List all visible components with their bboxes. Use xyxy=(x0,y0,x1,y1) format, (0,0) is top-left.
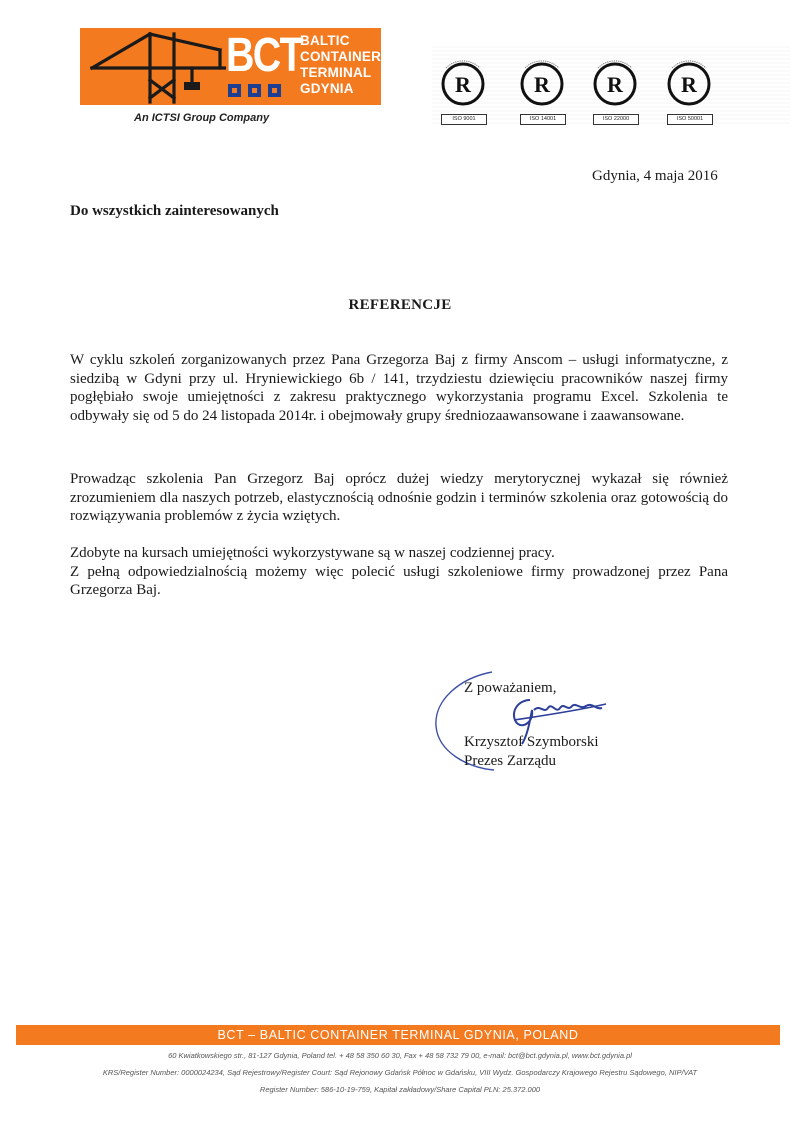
logo-squares xyxy=(228,84,281,97)
seal-mark: R xyxy=(681,72,697,97)
seal-mark: R xyxy=(455,72,471,97)
letter-addressee: Do wszystkich zainteresowanych xyxy=(70,203,279,219)
paragraph-3-line-1: Zdobyte na kursach umiejętności wykorzystywane są w naszej codziennej pracy. xyxy=(70,545,555,561)
iso-badge xyxy=(517,54,567,122)
letter-title: REFERENCJE xyxy=(348,297,452,313)
company-logo xyxy=(80,28,381,105)
logo-name-line: CONTAINER xyxy=(300,49,381,64)
letter-date: Gdynia, 4 maja 2016 xyxy=(592,168,718,184)
footer-address: 60 Kwiatkowskiego str., 81-127 Gdynia, Poland tel. + 48 58 350 60 30, Fax + 48 58 732 79 00, e-mail: bct@bct.gdynia.pl, www.bct.gdynia.pl xyxy=(168,1051,632,1060)
signer-name: Krzysztof Szymborski xyxy=(464,734,599,750)
iso-badge xyxy=(590,54,640,122)
logo-letters: BCT xyxy=(226,29,302,82)
iso-label: ISO 14001 xyxy=(520,114,566,125)
certification-badges xyxy=(432,46,790,124)
lrqa-seal-icon xyxy=(664,54,714,112)
lrqa-seal-icon xyxy=(590,54,640,112)
closing-phrase: Z poważaniem, xyxy=(464,680,557,696)
logo-name-line: TERMINAL xyxy=(300,65,372,80)
lrqa-seal-icon xyxy=(438,54,488,112)
iso-badge xyxy=(664,54,714,122)
crane-icon xyxy=(80,28,226,105)
paragraph-3-line-2: Z pełną odpowiedzialnością możemy więc polecić usługi szkoleniowe firmy prowadzonej przez Pana Grzegorza Baj. xyxy=(70,563,728,598)
iso-label: ISO 9001 xyxy=(441,114,487,125)
iso-label: ISO 50001 xyxy=(667,114,713,125)
company-tagline: An ICTSI Group Company xyxy=(134,112,270,124)
iso-badge xyxy=(438,54,488,122)
paragraph-1: W cyklu szkoleń zorganizowanych przez Pana Grzegorza Baj z firmy Anscom – usługi informatyczne, z siedzibą w Gdyni przy ul. Hryniewickiego 6b / 141, trzydziestu dziewięciu pracowników naszej firmy pogłębiało swoje umiejętności z zakresu praktycznego wykorzystania programu Excel. Szkolenia te odbywały się od 5 do 24 listopada 2014r. i obejmowały grupy średniozaawansowane i zaawansowane. xyxy=(70,352,728,424)
lrqa-seal-icon xyxy=(517,54,567,112)
logo-name-line: BALTIC xyxy=(300,33,350,48)
seal-mark: R xyxy=(534,72,550,97)
paragraph-2: Prowadząc szkolenia Pan Grzegorz Baj oprócz dużej wiedzy merytorycznej wykazał się również zrozumieniem dla naszych potrzeb, elastycznością odnośnie godzin i terminów szkolenia oraz gotowością do rozwiązywania problemów z życia wziętych. xyxy=(70,471,728,524)
footer-capital: Register Number: 586-10-19-759, Kapitał zakładowy/Share Capital PLN: 25.372.000 xyxy=(259,1085,541,1094)
footer-company-bar: BCT – BALTIC CONTAINER TERMINAL GDYNIA, POLAND xyxy=(16,1025,780,1045)
logo-name-line: GDYNIA xyxy=(300,81,354,96)
iso-label: ISO 22000 xyxy=(593,114,639,125)
paragraph-3 xyxy=(70,544,728,600)
logo-company-name xyxy=(300,33,381,97)
seal-mark: R xyxy=(607,72,623,97)
footer-register: KRS/Register Number: 0000024234, Sąd Rejestrowy/Register Court: Sąd Rejonowy Gdańsk Północ w Gdańsku, VIII Wydz. Gospodarczy Krajowego Rejestru Sądowego, NIP/VAT xyxy=(102,1068,698,1077)
signer-title: Prezes Zarządu xyxy=(464,753,557,769)
